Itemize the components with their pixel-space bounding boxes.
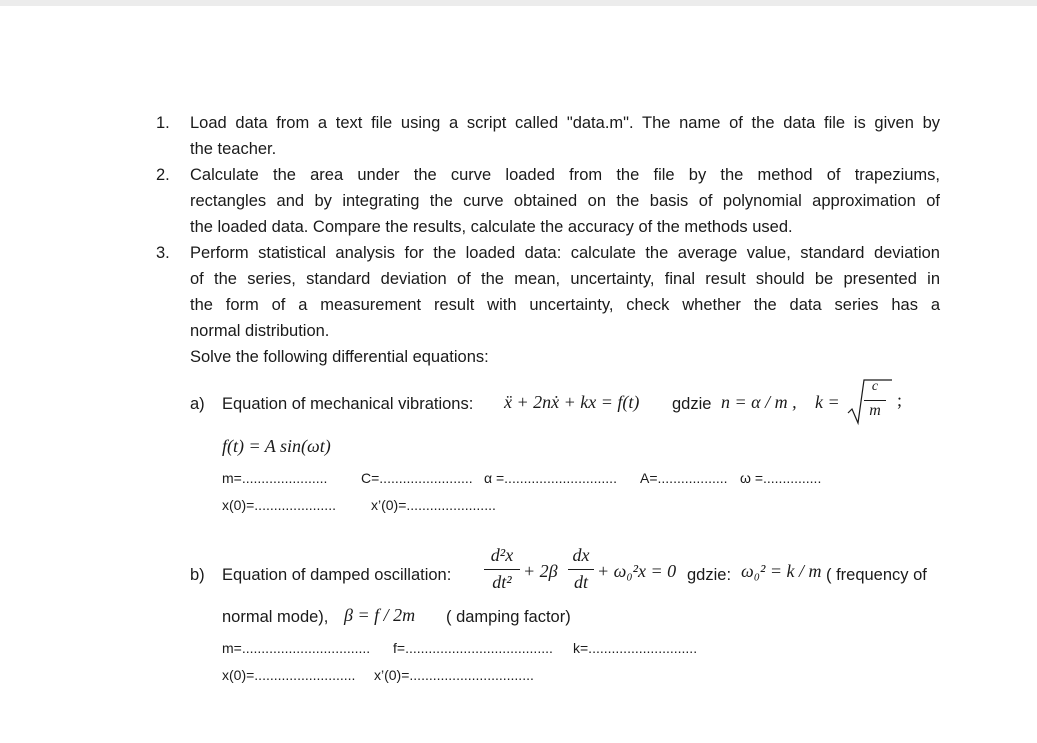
list-number-3: 3. <box>156 244 170 262</box>
item-1-line-1: Load data from a text file using a script called "data.m". The name of the data file is given by <box>190 114 940 132</box>
solve-heading: Solve the following differential equations: <box>190 348 489 366</box>
field-b-v0[interactable]: x’(0)=................................ <box>374 667 534 683</box>
k-semicolon: ; <box>897 390 903 410</box>
part-b-label: b) <box>190 566 205 584</box>
item-2-line-3: the loaded data. Compare the results, calculate the accuracy of the methods used. <box>190 218 793 236</box>
field-a-x0[interactable]: x(0)=..................... <box>222 497 336 513</box>
field-b-x0[interactable]: x(0)=.......................... <box>222 667 356 683</box>
first-derivative-bar <box>568 569 594 570</box>
part-b-beta-def: β = f / 2m <box>344 605 416 625</box>
field-a-c[interactable]: C=........................ <box>361 470 473 486</box>
part-b-gdzie: gdzie: <box>687 566 732 584</box>
part-b-omega-term: + ω₀²x = 0 <box>597 561 677 581</box>
part-a-n-def: n = α / m , <box>721 392 797 412</box>
first-derivative-denominator: dt <box>573 572 588 592</box>
item-3-line-1: Perform statistical analysis for the loaded data: calculate the average value, standard deviation <box>190 244 940 262</box>
item-3-line-3: the form of a measurement result with uncertainty, check whether the data series has a <box>190 296 940 314</box>
field-a-m[interactable]: m=...................... <box>222 470 328 486</box>
field-a-alpha[interactable]: α =............................. <box>484 470 617 486</box>
item-2-line-2: rectangles and by integrating the curve obtained on the basis of polynomial approximation of <box>190 192 940 210</box>
field-b-k[interactable]: k=............................ <box>573 640 698 656</box>
part-a-label: a) <box>190 395 205 413</box>
item-2-line-1: Calculate the area under the curve loaded from the file by the method of trapeziums, <box>190 166 940 184</box>
second-derivative-denominator: dt² <box>492 572 512 592</box>
k-numerator: c <box>871 379 879 394</box>
field-b-f[interactable]: f=...................................... <box>393 640 553 656</box>
item-3-line-4: normal distribution. <box>190 322 330 340</box>
item-1-line-2: the teacher. <box>190 140 277 158</box>
field-a-v0[interactable]: x’(0)=....................... <box>371 497 496 513</box>
list-number-1: 1. <box>156 114 170 132</box>
field-a-omega[interactable]: ω =............... <box>740 470 822 486</box>
part-a-k-def: k = <box>815 392 840 412</box>
part-b-damping-note: ( damping factor) <box>446 608 571 626</box>
item-3-line-2: of the series, standard deviation of the mean, uncertainty, final result should be presented in <box>190 270 940 288</box>
field-a-amplitude[interactable]: A=.................. <box>640 470 728 486</box>
field-b-m[interactable]: m=................................. <box>222 640 371 656</box>
part-a-title: Equation of mechanical vibrations: <box>222 395 474 413</box>
k-fraction-bar <box>864 400 886 401</box>
part-b-omega-def: ω₀² = k / m <box>741 561 822 581</box>
list-number-2: 2. <box>156 166 170 184</box>
part-b-title: Equation of damped oscillation: <box>222 566 452 584</box>
part-b-normal-mode: normal mode), <box>222 608 329 626</box>
k-denominator: m <box>869 402 881 419</box>
part-a-gdzie: gdzie <box>672 395 712 413</box>
part-b-frequency-note: ( frequency of <box>826 566 927 584</box>
part-a-equation: ẍ + 2nẋ + kx = f(t) <box>504 392 640 412</box>
second-derivative-numerator: d²x <box>490 545 514 565</box>
second-derivative-bar <box>484 569 520 570</box>
first-derivative-numerator: dx <box>572 545 590 565</box>
part-a-force-def: f(t) = A sin(ωt) <box>222 436 331 456</box>
part-b-beta-term: + 2β <box>523 561 558 581</box>
